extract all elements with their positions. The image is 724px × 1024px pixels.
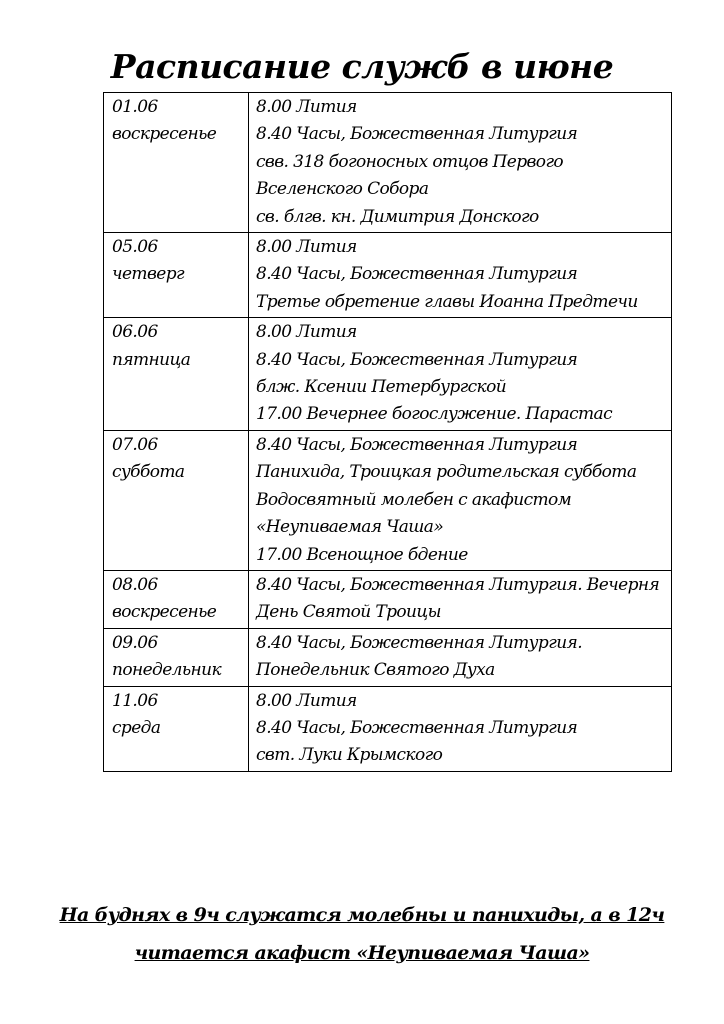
weekday-label: пятница (112, 349, 191, 370)
date-label: 07.06 (112, 434, 158, 455)
service-line: св. блгв. кн. Димитрия Донского (256, 206, 539, 227)
schedule-row (104, 686, 672, 771)
service-line: 8.40 Часы, Божественная Литургия (256, 434, 578, 455)
footer-line-1: На буднях в 9ч служатся молебны и панихиды, а в 12ч (59, 904, 665, 926)
service-line: 8.00 Лития (256, 237, 357, 258)
date-cell (104, 686, 249, 771)
footer-note (0, 896, 724, 972)
service-line: 8.40 Часы, Божественная Литургия (256, 717, 578, 738)
schedule-row (104, 93, 672, 233)
schedule-table (103, 92, 672, 772)
service-line: Третье обретение главы Иоанна Предтечи (256, 291, 638, 312)
service-line: 8.00 Лития (256, 97, 357, 117)
date-label: 08.06 (112, 574, 158, 595)
service-line: 8.40 Часы, Божественная Литургия (256, 264, 578, 285)
date-cell (104, 233, 249, 318)
service-line: свт. Луки Крымского (256, 745, 443, 766)
date-cell (104, 318, 249, 431)
service-line: 8.40 Часы, Божественная Литургия. Вечерня (256, 574, 660, 595)
service-line: «Неупиваемая Чаша» (256, 517, 444, 538)
date-cell (104, 430, 249, 570)
schedule-row (104, 430, 672, 570)
service-line: Вселенского Собора (256, 179, 429, 200)
schedule-row (104, 628, 672, 686)
date-label: 06.06 (112, 322, 158, 343)
service-line: 17.00 Вечернее богослужение. Парастас (256, 404, 612, 425)
service-line: 8.40 Часы, Божественная Литургия. (256, 632, 583, 653)
date-cell (104, 570, 249, 628)
service-line: блж. Ксении Петербургской (256, 377, 507, 398)
services-cell (249, 318, 672, 431)
schedule-body (104, 93, 672, 772)
services-cell (249, 93, 672, 233)
service-line: Понедельник Святого Духа (256, 660, 495, 681)
service-line: 8.40 Часы, Божественная Литургия (256, 349, 578, 370)
services-cell (249, 570, 672, 628)
services-cell (249, 430, 672, 570)
services-cell (249, 686, 672, 771)
services-cell (249, 233, 672, 318)
footer-line-2: читается акафист «Неупиваемая Чаша» (134, 942, 590, 964)
weekday-label: четверг (112, 264, 184, 285)
schedule-row (104, 318, 672, 431)
page-title: Расписание служб в июне (110, 47, 614, 86)
service-line: Панихида, Троицкая родительская суббота (256, 462, 637, 483)
date-label: 05.06 (112, 237, 158, 258)
schedule-row (104, 233, 672, 318)
schedule-row (104, 570, 672, 628)
date-cell (104, 628, 249, 686)
service-line: свв. 318 богоносных отцов Первого (256, 151, 564, 172)
date-label: 11.06 (112, 690, 158, 711)
weekday-label: воскресенье (112, 602, 217, 623)
service-line: 8.00 Лития (256, 322, 357, 343)
date-label: 01.06 (112, 97, 158, 117)
service-line: 8.40 Часы, Божественная Литургия (256, 124, 578, 145)
service-line: Водосвятный молебен с акафистом (256, 489, 572, 510)
services-cell (249, 628, 672, 686)
weekday-label: суббота (112, 462, 185, 483)
weekday-label: среда (112, 717, 161, 738)
service-line: 17.00 Всенощное бдение (256, 544, 468, 565)
service-line: День Святой Троицы (256, 602, 441, 623)
date-cell (104, 93, 249, 233)
weekday-label: понедельник (112, 660, 222, 681)
date-label: 09.06 (112, 632, 158, 653)
weekday-label: воскресенье (112, 124, 217, 145)
service-line: 8.00 Лития (256, 690, 357, 711)
